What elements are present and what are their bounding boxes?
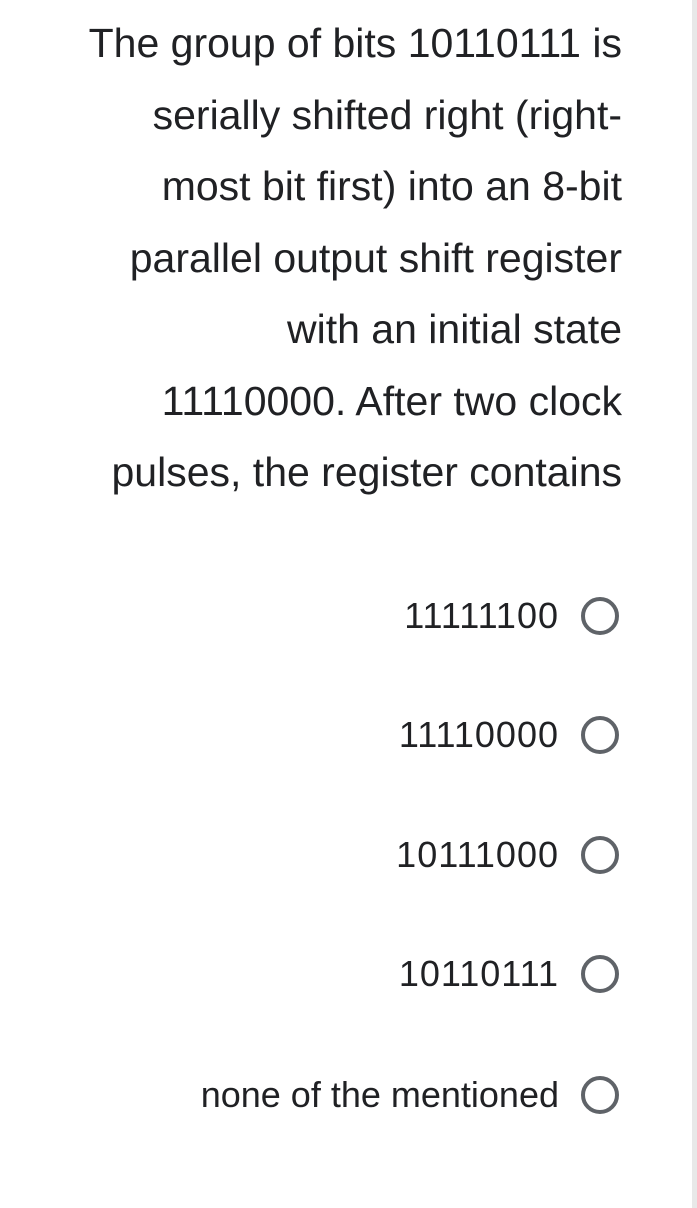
question-line: serially shifted right (right-: [152, 91, 622, 138]
radio-unchecked-icon[interactable]: [581, 597, 619, 635]
answer-option-none[interactable]: [201, 1060, 619, 1130]
radio-unchecked-icon[interactable]: [581, 955, 619, 993]
radio-unchecked-icon[interactable]: [581, 836, 619, 874]
question-line: parallel output shift register: [129, 234, 622, 281]
answer-option-11111100[interactable]: [404, 581, 619, 651]
question-line: with an initial state: [286, 306, 622, 352]
scrollbar-track: [692, 0, 697, 1208]
question-text: [4, 8, 622, 509]
question-line: 11110000. After two clock: [161, 377, 622, 424]
option-label: none of the mentioned: [200, 1074, 559, 1115]
question-line: The group of bits 10110111 is: [88, 20, 622, 66]
radio-unchecked-icon[interactable]: [581, 1076, 619, 1114]
answer-option-10111000[interactable]: [396, 820, 619, 890]
option-label: 10110111: [398, 953, 559, 994]
answer-option-11110000[interactable]: [399, 700, 619, 770]
question-line: pulses, the register contains: [111, 449, 622, 495]
radio-unchecked-icon[interactable]: [581, 716, 619, 754]
option-label: 11110000: [398, 714, 559, 755]
option-label: 10111000: [396, 834, 559, 875]
question-line: most bit first) into an 8-bit: [161, 163, 622, 209]
answer-option-10110111[interactable]: [399, 939, 619, 1009]
option-label: 11111100: [404, 595, 559, 636]
